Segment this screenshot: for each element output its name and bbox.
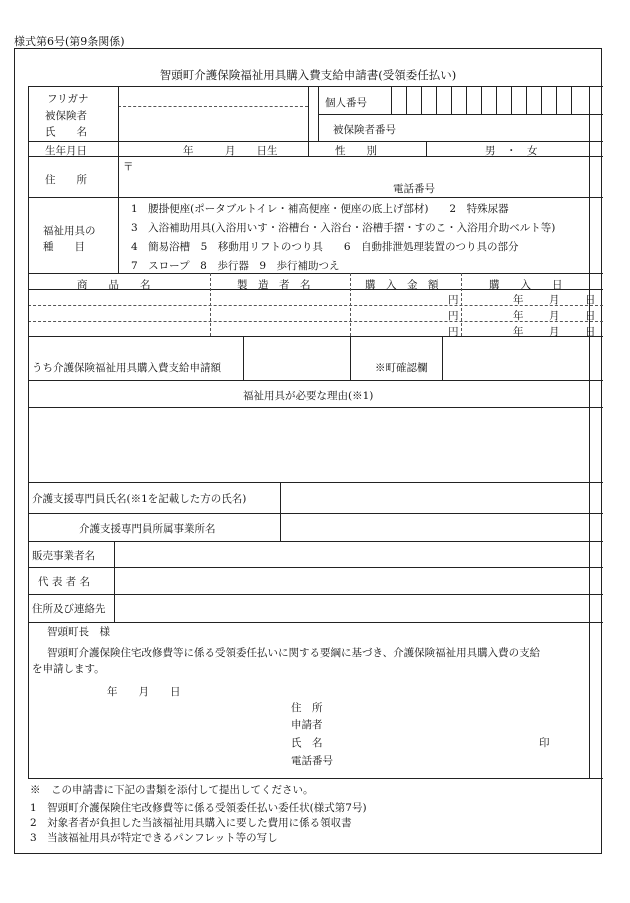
- header-amount: 購 入 金 額: [365, 279, 439, 291]
- addressee: 智頭町長 様: [47, 626, 110, 638]
- reason-label: 福祉用具が必要な理由(※1): [243, 390, 374, 402]
- equipment-option: 1 腰掛便座(ポータブルトイレ・補高便座・便座の底上げ部材) 2 特殊尿器: [131, 203, 509, 215]
- insured-label: 被保険者: [45, 110, 87, 122]
- note-item: 3 当該福祉用具が特定できるパンフレット等の写し: [30, 832, 278, 844]
- sex-label: 性 別: [335, 145, 377, 157]
- day-unit: 日: [585, 326, 596, 338]
- postal-mark: 〒: [123, 161, 134, 173]
- form-title: 智頭町介護保険福祉用具購入費支給申請書(受領委任払い): [159, 68, 457, 82]
- vendor-rep-label: 代 表 者 名: [38, 576, 91, 588]
- applicant-phone-label: 電話番号: [291, 755, 333, 767]
- town-check-label: ※町確認欄: [375, 362, 428, 374]
- vendor-contact-label: 住所及び連絡先: [32, 603, 106, 615]
- year-unit: 年: [513, 326, 524, 338]
- equipment-option: 3 入浴補助用具(入浴用いす・浴槽台・入浴台・浴槽手摺・すのこ・入浴用介助ベルト等): [131, 222, 556, 234]
- header-date: 購 入 日: [489, 279, 563, 291]
- applicant-label: 申請者: [291, 719, 323, 731]
- application-body-line2: を申請します。: [32, 663, 105, 675]
- care-office-label: 介護支援専門員所属事業所名: [79, 523, 216, 535]
- furigana-label: フリガナ: [47, 93, 89, 105]
- form-number-label: 様式第6号(第9条関係): [14, 35, 125, 48]
- vendor-name-label: 販売事業者名: [32, 550, 95, 562]
- yen-unit: 円: [448, 294, 459, 306]
- note-item: 2 対象者者が負担した当該福祉用具購入に要した費用に係る領収書: [30, 817, 352, 829]
- equipment-type-label: 福祉用具の: [43, 225, 96, 237]
- yen-unit: 円: [448, 310, 459, 322]
- application-form: [14, 48, 602, 854]
- month-unit: 月: [549, 294, 560, 306]
- phone-label: 電話番号: [393, 183, 435, 195]
- claim-amount-label: うち介護保険福祉用具購入費支給申請額: [32, 362, 221, 374]
- applicant-address-label: 住 所: [291, 702, 323, 714]
- notes-header: ※ この申請書に下記の書類を添付して提出してください。: [30, 784, 314, 796]
- day-unit: 日: [585, 294, 596, 306]
- note-item: 1 智頭町介護保険住宅改修費等に係る受領委任払い委任状(様式第7号): [30, 802, 367, 814]
- month-unit: 月: [549, 326, 560, 338]
- personal-number-label: 個人番号: [325, 97, 367, 109]
- name-label: 氏 名: [45, 126, 87, 138]
- equipment-type-label-2: 種 目: [43, 241, 85, 253]
- care-manager-name-label: 介護支援専門員氏名(※1を記載した方の氏名): [32, 493, 247, 505]
- yen-unit: 円: [448, 326, 459, 338]
- header-maker: 製 造 者 名: [237, 279, 311, 291]
- day-unit: 日: [585, 310, 596, 322]
- equipment-option: 7 スロープ 8 歩行器 9 歩行補助つえ: [131, 260, 340, 272]
- applicant-name-label: 氏 名: [291, 737, 323, 749]
- dob-label: 生年月日: [45, 145, 87, 157]
- year-unit: 年: [513, 310, 524, 322]
- year-unit: 年: [513, 294, 524, 306]
- header-product: 商 品 名: [77, 279, 151, 291]
- month-unit: 月: [549, 310, 560, 322]
- dob-format: 年 月 日生: [183, 145, 278, 157]
- sex-options: 男 ・ 女: [485, 145, 538, 157]
- address-label: 住 所: [45, 174, 87, 186]
- application-body-line1: 智頭町介護保険住宅改修費等に係る受領委任払いに関する要綱に基づき、介護保険福祉用具購入費の支給: [47, 647, 541, 659]
- insured-number-label: 被保険者番号: [333, 124, 396, 136]
- application-date: 年 月 日: [107, 686, 181, 698]
- equipment-option: 4 簡易浴槽 5 移動用リフトのつり具 6 自動排泄処理装置のつり具の部分: [131, 241, 519, 253]
- seal-label: 印: [539, 737, 550, 749]
